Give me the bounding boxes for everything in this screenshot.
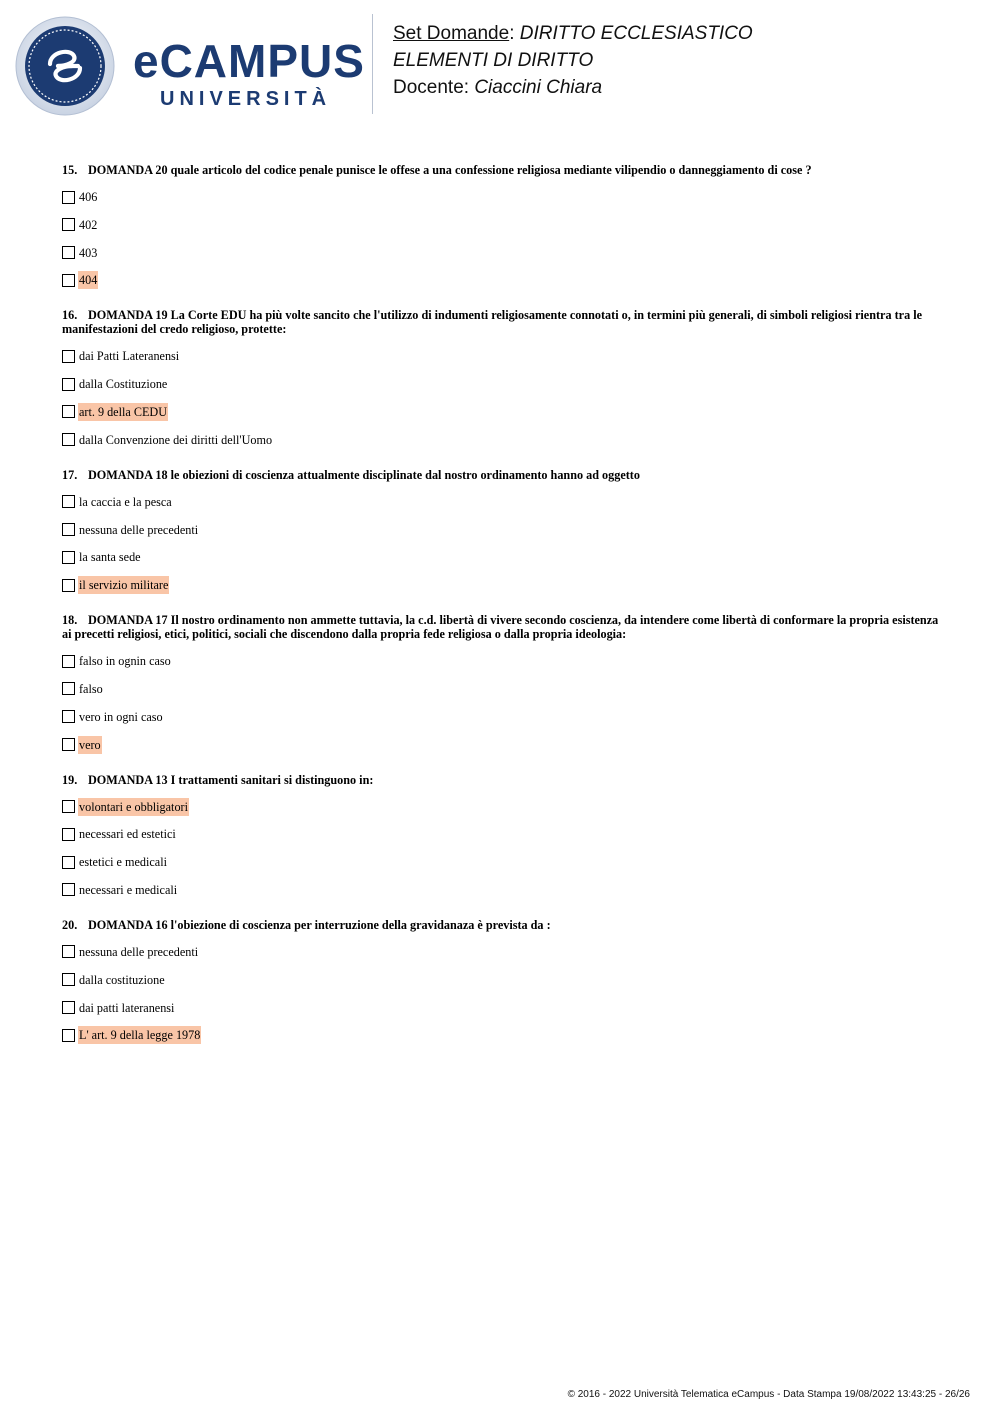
- question-number: 20.: [62, 917, 78, 932]
- answer-text: nessuna delle precedenti: [79, 944, 199, 959]
- set-domande-sep: :: [509, 23, 520, 44]
- question-title: [62, 308, 942, 336]
- question-block: [62, 468, 942, 593]
- answer-text: falso: [79, 681, 103, 696]
- question-number: 16.: [62, 308, 78, 323]
- answer-option: [62, 522, 942, 538]
- answer-checkbox[interactable]: [62, 738, 75, 751]
- ecampus-wordmark: eCAMPUS: [133, 35, 365, 87]
- answer-checkbox[interactable]: [62, 1029, 75, 1042]
- ecampus-logo-badge-icon: [14, 16, 116, 116]
- question-number: 18.: [62, 613, 78, 628]
- set-domande-label: Set Domande: [393, 23, 510, 44]
- question-block: [62, 773, 942, 898]
- answer-text: dai Patti Lateranensi: [79, 349, 180, 364]
- answer-text-correct: vero: [79, 737, 101, 752]
- answer-checkbox[interactable]: [62, 274, 75, 287]
- answer-text-correct: il servizio militare: [79, 578, 169, 593]
- question-title: [62, 773, 942, 787]
- question-list: [62, 163, 942, 1063]
- answer-option: [62, 737, 942, 753]
- question-title: [62, 613, 942, 641]
- answer-checkbox[interactable]: [62, 828, 75, 841]
- answer-option: [62, 348, 942, 364]
- question-block: [62, 163, 942, 288]
- answer-checkbox[interactable]: [62, 433, 75, 446]
- answer-checkbox[interactable]: [62, 246, 75, 259]
- answer-text: dai patti lateranensi: [79, 1000, 175, 1015]
- answer-text-correct: art. 9 della CEDU: [79, 404, 167, 419]
- answer-checkbox[interactable]: [62, 405, 75, 418]
- answer-text-correct: 404: [79, 273, 98, 288]
- header-divider: [372, 14, 373, 114]
- answer-option: [62, 432, 942, 448]
- teacher-name: Ciaccini Chiara: [474, 77, 603, 98]
- answer-option: [62, 799, 942, 815]
- answer-text: dalla Convenzione dei diritti dell'Uomo: [79, 432, 273, 447]
- answer-text: dalla costituzione: [79, 972, 165, 987]
- answer-option: [62, 376, 942, 392]
- answer-checkbox[interactable]: [62, 495, 75, 508]
- answer-checkbox[interactable]: [62, 378, 75, 391]
- answer-option: [62, 709, 942, 725]
- answer-checkbox[interactable]: [62, 800, 75, 813]
- answer-checkbox[interactable]: [62, 579, 75, 592]
- answer-option: [62, 189, 942, 205]
- answer-checkbox[interactable]: [62, 883, 75, 896]
- answer-text: 406: [79, 190, 98, 204]
- answer-text: falso in ognin caso: [79, 654, 171, 669]
- answer-text: la caccia e la pesca: [79, 494, 172, 509]
- answer-option: [62, 494, 942, 510]
- question-text: DOMANDA 20 quale articolo del codice penale punisce le offese a una confessione religiosa mediante vilipendio o danneggiamento di cose ?: [88, 163, 812, 177]
- answer-checkbox[interactable]: [62, 710, 75, 723]
- teacher-label: Docente:: [393, 77, 475, 98]
- answer-text-correct: volontari e obbligatori: [79, 799, 188, 814]
- answer-text: nessuna delle precedenti: [79, 522, 199, 537]
- answer-option: [62, 826, 942, 842]
- answer-text: estetici e medicali: [79, 855, 167, 870]
- answer-option: [62, 549, 942, 565]
- answer-checkbox[interactable]: [62, 350, 75, 363]
- teacher-line: [393, 77, 602, 99]
- answer-option: [62, 1000, 942, 1016]
- question-number: 17.: [62, 467, 78, 482]
- answer-option: [62, 972, 942, 988]
- answer-checkbox[interactable]: [62, 655, 75, 668]
- question-text: DOMANDA 16 l'obiezione di coscienza per interruzione della gravidanaza è prevista da :: [88, 917, 551, 932]
- answer-checkbox[interactable]: [62, 523, 75, 536]
- answer-text: necessari e medicali: [79, 882, 178, 897]
- answer-text: 403: [79, 245, 98, 260]
- answer-checkbox[interactable]: [62, 973, 75, 986]
- universita-wordmark: UNIVERSITÀ: [160, 88, 332, 110]
- answer-checkbox[interactable]: [62, 551, 75, 564]
- answer-option: [62, 245, 942, 261]
- question-title: [62, 468, 942, 482]
- question-text: DOMANDA 17 Il nostro ordinamento non ammette tuttavia, la c.d. libertà di vivere secondo coscienza, da intendere come libertà di conformare la propria esistenza ai precetti religiosi, etici, politici, sociali che discendono dalla propria fede religiosa o dalla propria ideologia:: [62, 613, 939, 642]
- answer-text: 402: [79, 217, 98, 232]
- question-text: DOMANDA 13 I trattamenti sanitari si distinguono in:: [88, 772, 374, 787]
- answer-checkbox[interactable]: [62, 218, 75, 231]
- page-header: [0, 0, 1000, 125]
- answer-text: vero in ogni caso: [79, 709, 163, 724]
- answer-option: [62, 217, 942, 233]
- course-subtitle: ELEMENTI DI DIRITTO: [393, 50, 594, 71]
- answer-option: [62, 882, 942, 898]
- question-number: 19.: [62, 772, 78, 787]
- answer-checkbox[interactable]: [62, 945, 75, 958]
- question-text: DOMANDA 19 La Corte EDU ha più volte sancito che l'utilizzo di indumenti religiosamente connotati o, in termini più generali, di simboli religiosi rientra tra le manifestazioni del credo religioso, protette:: [62, 308, 923, 337]
- answer-checkbox[interactable]: [62, 856, 75, 869]
- course-title: DIRITTO ECCLESIASTICO: [519, 23, 753, 44]
- question-block: [62, 308, 942, 447]
- question-block: [62, 918, 942, 1043]
- question-block: [62, 613, 942, 752]
- answer-option: [62, 681, 942, 697]
- answer-text: la santa sede: [79, 550, 141, 565]
- page-footer: © 2016 - 2022 Università Telematica eCampus - Data Stampa 19/08/2022 13:43:25 - 26/26: [567, 1389, 970, 1400]
- answer-text-correct: L' art. 9 della legge 1978: [79, 1028, 201, 1043]
- question-title: [62, 918, 942, 932]
- answer-option: [62, 404, 942, 420]
- answer-option: [62, 272, 942, 288]
- question-text: DOMANDA 18 le obiezioni di coscienza attualmente disciplinate dal nostro ordinamento hanno ad oggetto: [88, 467, 640, 482]
- answer-text: necessari ed estetici: [79, 827, 176, 842]
- answer-option: [62, 944, 942, 960]
- question-title: [62, 163, 942, 177]
- answer-option: [62, 854, 942, 870]
- answer-option: [62, 1027, 942, 1043]
- answer-option: [62, 653, 942, 669]
- answer-checkbox[interactable]: [62, 191, 75, 204]
- answer-option: [62, 577, 942, 593]
- question-number: 15.: [62, 163, 78, 177]
- answer-text: dalla Costituzione: [79, 377, 168, 392]
- set-domande-line: [393, 23, 753, 45]
- answer-checkbox[interactable]: [62, 1001, 75, 1014]
- answer-checkbox[interactable]: [62, 682, 75, 695]
